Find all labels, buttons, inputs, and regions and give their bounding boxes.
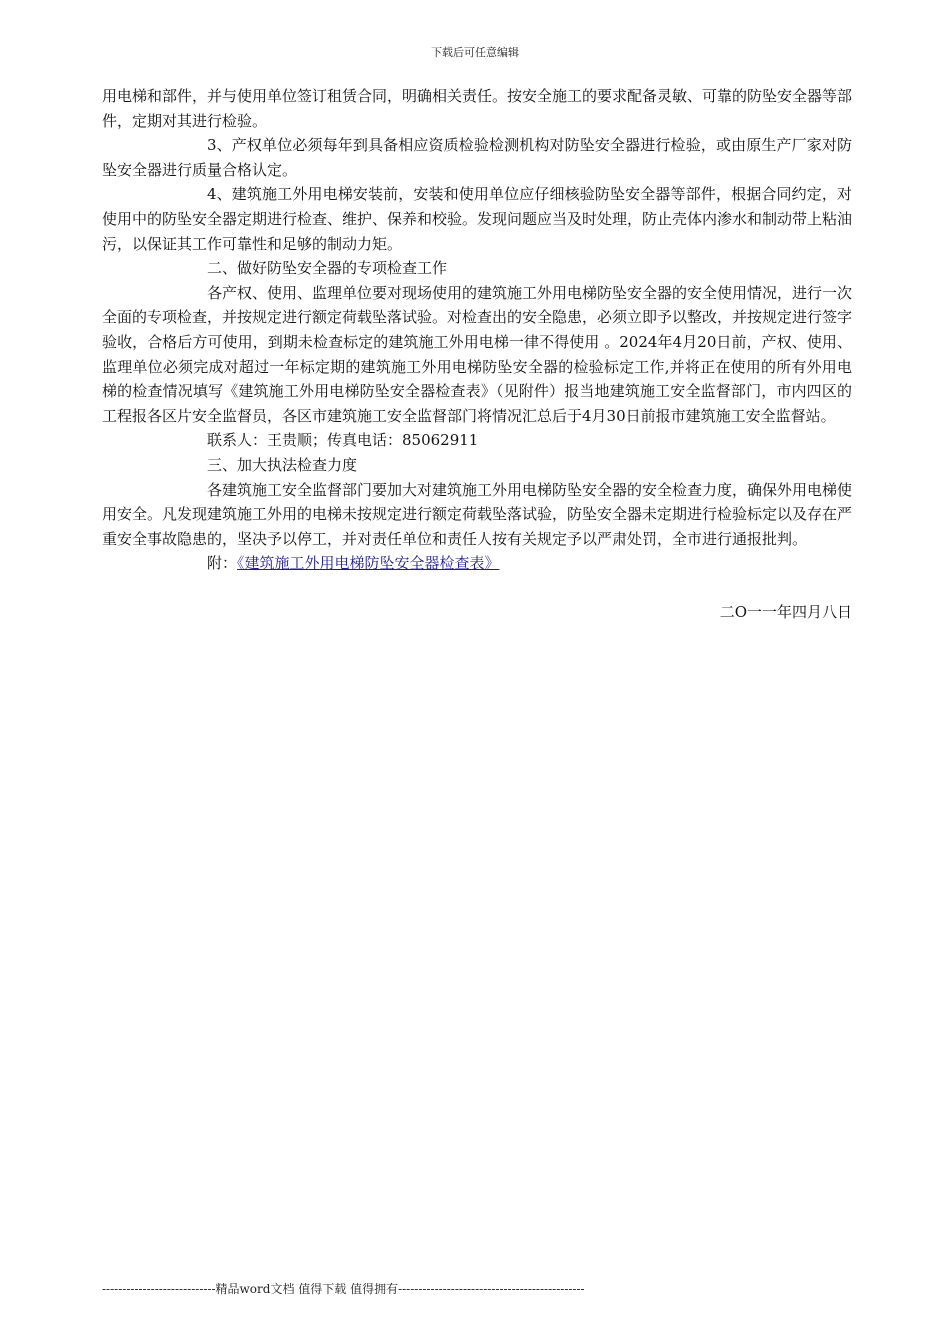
section-heading-3: 三、加大执法检查力度 <box>207 455 358 474</box>
paragraph-continued: 用电梯和部件，并与使用单位签订租赁合同，明确相关责任。按安全施工的要求配备灵敏、可靠的防坠安全器等部件，定期对其进行检验。 <box>102 87 853 130</box>
attachment-line <box>102 551 852 576</box>
section-heading-2: 二、做好防坠安全器的专项检查工作 <box>207 259 448 278</box>
attachment-label: 附： <box>207 554 238 573</box>
paragraph-item-3: 3、产权单位必须每年到具备相应资质检验检测机构对防坠安全器进行检验，或由原生产厂家对防坠安全器进行质量合格认定。 <box>102 136 852 179</box>
document-body <box>102 84 852 624</box>
contact-line: 联系人：王贵顺；传真电话：85062911 <box>207 431 479 450</box>
paragraph-item-4: 4、建筑施工外用电梯安装前，安装和使用单位应仔细核验防坠安全器等部件，根据合同约定，对使用中的防坠安全器定期进行检查、维护、保养和校验。发现问题应当及时处理，防止壳体内渗水和制动带上粘油污，以保证其工作可靠性和足够的制动力矩。 <box>102 185 853 253</box>
page-footer: ----------------------------精品word文档 值得下载 值得拥有---------------------------------------------- <box>102 1282 585 1296</box>
attachment-link[interactable]: 《建筑施工外用电梯防坠安全器检查表》 <box>237 554 500 573</box>
document-date: 二O一一年四月八日 <box>719 602 852 621</box>
paragraph-section-2: 各产权、使用、监理单位要对现场使用的建筑施工外用电梯防坠安全器的安全使用情况，进行一次全面的专项检查，并按规定进行额定荷载坠落试验。对检查出的安全隐患，必须立即予以整改，并按规定进行签字验收，合格后方可使用，到期未检查标定的建筑施工外用电梯一律不得使用 。2024年4月20日前，产权、使用、监理单位必须完成对超过一年标定期的建筑施工外用电梯防坠安全器的检验标定工作,并将正在使用的所有外用电梯的检查情况填写《建筑施工外用电梯防坠安全器检查表》（见附件）报当地建筑施工安全监督部门，市内四区的工程报各区片安全监督员，各区市建筑施工安全监督部门将情况汇总后于4月30日前报市建筑施工安全监督站。 <box>102 283 853 425</box>
paragraph-section-3: 各建筑施工安全监督部门要加大对建筑施工外用电梯防坠安全器的安全检查力度，确保外用电梯使用安全。凡发现建筑施工外用的电梯未按规定进行额定荷载坠落试验，防坠安全器未定期进行检验标定以及存在严重安全事故隐患的，坚决予以停工，并对责任单位和责任人按有关规定予以严肃处罚，全市进行通报批判。 <box>102 480 853 548</box>
page-header: 下载后可任意编辑 <box>431 46 519 59</box>
